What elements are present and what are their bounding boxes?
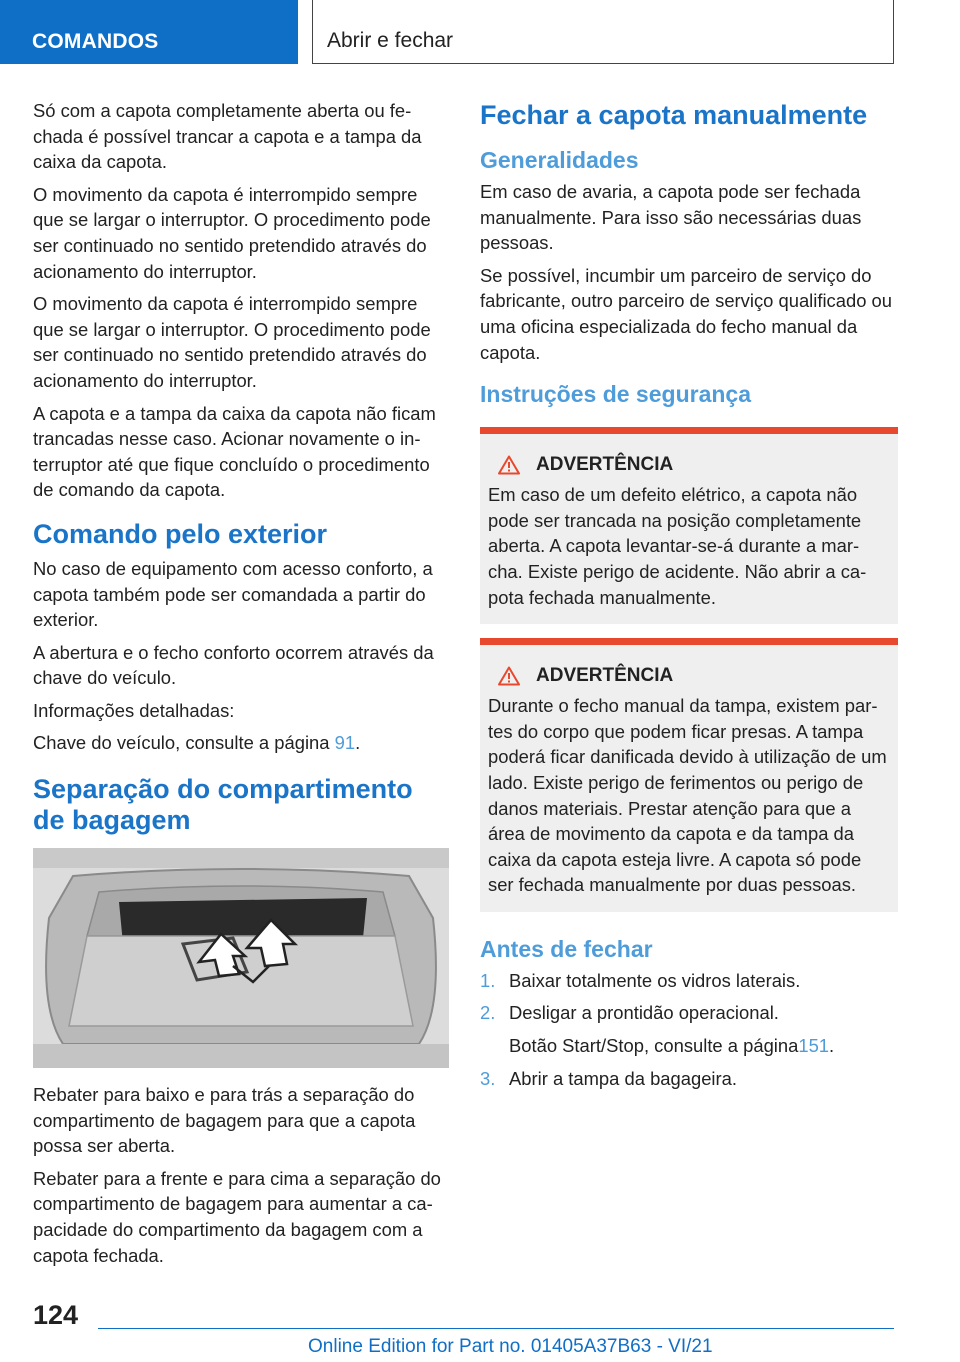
step-subitem — [509, 1033, 896, 1059]
list-item — [480, 968, 896, 994]
heading-fechar: Fechar a capota manualmente — [480, 100, 868, 130]
step-text: Desligar a prontidão operacional. — [509, 1002, 779, 1024]
warning-triangle-icon — [498, 455, 520, 475]
footer-edition: Online Edition for Part no. 01405A37B63 - VI/21 — [308, 1336, 713, 1357]
step-text: Baixar totalmente os vidros laterais. — [509, 969, 801, 991]
right-column — [480, 98, 896, 1098]
paragraph: A abertura e o fecho conforto ocorrem através da chave do veículo. — [33, 641, 434, 689]
reference-text: Chave do veículo, consulte a página — [33, 732, 335, 754]
warning-box — [480, 427, 898, 624]
paragraph: A capota e a tampa da caixa da capota não ficam trancadas nesse caso. Acionar novamente o in-terruptor até que fique concluído o procedimento de comando da capota. — [33, 402, 436, 501]
warning-title: ADVERTÊNCIA — [536, 665, 674, 687]
page-link-91[interactable]: 91 — [334, 732, 356, 754]
heading-separacao: Separação do compartimento de bagagem — [33, 774, 413, 836]
luggage-compartment-illustration — [33, 848, 449, 1068]
warning-triangle-icon — [498, 666, 520, 686]
heading-generalidades: Generalidades — [480, 147, 639, 173]
luggage-compartment-image — [33, 848, 449, 1068]
reference-end: . — [355, 732, 361, 754]
reference-end: . — [829, 1035, 835, 1057]
step-number: 2. — [480, 1002, 496, 1024]
warning-text: Durante o fecho manual da tampa, existem par-tes do corpo que podem ficar presas. A tampa poderá ficar danificada devido à utilização de um lado. Existe perigo de ferimentos ou perigo de danos materiais. Prestar atenção para que a área de movimento da capota e da tampa da caixa da capota esteja livre. A capota só pode ser fechada manualmente por duas pessoas. — [488, 695, 887, 896]
paragraph: Rebater para baixo e para trás a separação do compartimento de bagagem para que a capota possa ser aberta. — [33, 1084, 416, 1157]
step-number: 1. — [480, 969, 496, 991]
topic-label: Abrir e fechar — [327, 29, 454, 52]
heading-exterior: Comando pelo exterior — [33, 518, 328, 549]
warning-header — [498, 454, 890, 476]
paragraph: No caso de equipamento com acesso conforto, a capota também pode ser comandada a partir do exterior. — [33, 557, 433, 631]
paragraph: Rebater para a frente e para cima a separação do compartimento de bagagem para aumentar a ca-pacidade do compartimento da bagagem com a capota fechada. — [33, 1167, 441, 1266]
paragraph: O movimento da capota é interrompido sempre que se largar o interruptor. O procedimento pode ser continuado no sentido pretendido através do acionamento do interruptor. — [33, 183, 431, 282]
step-text: Abrir a tampa da bagageira. — [509, 1067, 737, 1089]
steps-list — [480, 968, 896, 1091]
paragraph-reference — [33, 730, 449, 756]
section-tab — [0, 0, 298, 64]
step-number: 3. — [480, 1067, 496, 1089]
list-item — [480, 1000, 896, 1026]
warning-header — [498, 665, 890, 687]
paragraph: O movimento da capota é interrompido sempre que se largar o interruptor. O procedimento pode ser continuado no sentido pretendido através do acionamento do interruptor. — [33, 293, 431, 391]
page-number: 124 — [33, 1300, 79, 1330]
section-label: COMANDOS — [32, 30, 159, 53]
heading-seguranca: Instruções de segurança — [480, 381, 751, 408]
topic-tab — [312, 0, 894, 64]
paragraph: Se possível, incumbir um parceiro de serviço do fabricante, outro parceiro de serviço qualificado ou uma oficina especializada do fecho manual da capota. — [480, 264, 892, 363]
footer-divider — [98, 1328, 894, 1329]
left-column — [33, 98, 449, 1275]
warning-box — [480, 638, 898, 912]
page-link-151[interactable]: 151 — [798, 1035, 830, 1057]
reference-text: Botão Start/Stop, consulte a página — [509, 1035, 799, 1057]
paragraph: Informações detalhadas: — [33, 699, 235, 721]
list-item — [480, 1066, 896, 1092]
heading-antes: Antes de fechar — [480, 935, 653, 962]
paragraph: Só com a capota completamente aberta ou fe-chada é possível trancar a capota e a tampa da caixa da capota. — [33, 100, 422, 173]
warning-title: ADVERTÊNCIA — [536, 454, 674, 476]
warning-text: Em caso de um defeito elétrico, a capota não pode ser trancada na posição completamente aberta. A capota levantar-se-á durante a mar-cha. Existe perigo de acidente. Não abrir a ca-pota fechada manualmente. — [488, 484, 867, 608]
paragraph: Em caso de avaria, a capota pode ser fechada manualmente. Para isso são necessárias duas pessoas. — [480, 181, 862, 254]
